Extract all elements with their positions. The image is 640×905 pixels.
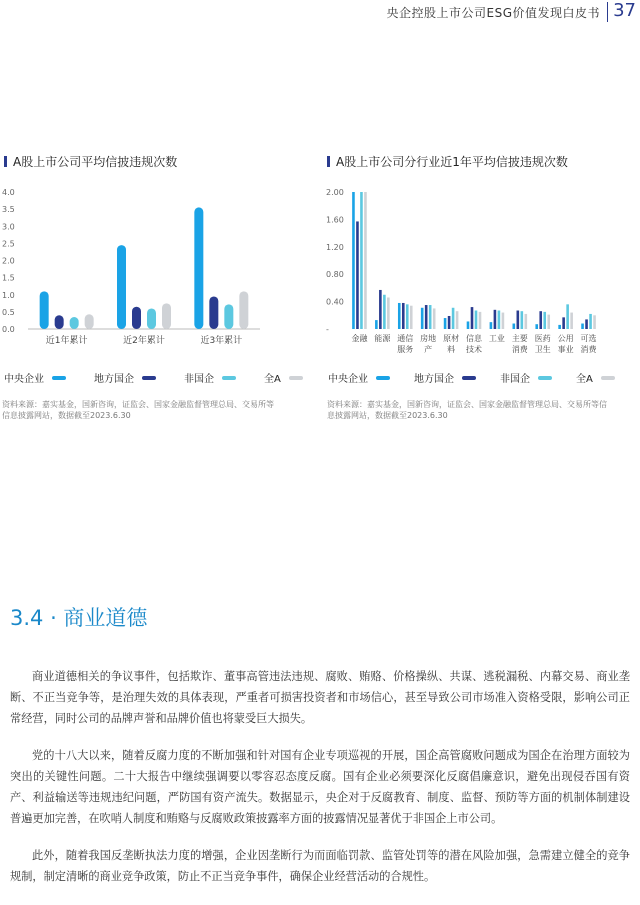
y-tick-label: 3.0 [2, 222, 15, 232]
bar [543, 312, 546, 329]
paragraph-1: 商业道德相关的争议事件，包括欺诈、董事高管违法违规、腐败、贿赂、价格操纵、共谋、逃税漏税、内幕交易、商业垄断、不正当竞争等，是治理失效的具体表现，严重者可损害投资者和市场信心，甚至导致公司市场准入资格受限，影响公司正常经营，同时公司的品牌声誉和品牌价值也将蒙受巨大损失。 [10, 670, 630, 725]
chart1-title-wrap [4, 153, 177, 170]
y-tick-label: - [326, 325, 329, 334]
y-tick-label: 3.5 [2, 205, 15, 215]
legend-label-all: 全A [264, 374, 281, 385]
y-tick-label: 0.5 [2, 307, 15, 317]
bar [558, 325, 561, 329]
bar [117, 245, 126, 329]
bar [513, 324, 516, 329]
legend-swatch-local [462, 376, 476, 380]
x-tick-label: 可选消费 [580, 334, 597, 354]
y-tick-label: 4.0 [2, 188, 15, 197]
x-tick-label: 医药卫生 [534, 334, 551, 354]
bar [402, 303, 405, 329]
chart1-legend [4, 370, 303, 385]
x-tick-label: 能源 [374, 334, 391, 343]
y-tick-label: 1.60 [326, 215, 344, 225]
legend-label-nonstate: 非国企 [500, 374, 530, 385]
bar [383, 295, 386, 329]
bar [421, 308, 424, 329]
bar [352, 192, 355, 329]
bar [585, 319, 588, 329]
x-tick-label: 公用事业 [557, 334, 574, 354]
bar [498, 311, 501, 329]
title-accent-mark [4, 156, 7, 167]
bar [209, 296, 218, 329]
header-divider [607, 2, 608, 22]
bar [433, 308, 436, 329]
chart2-title: A股上市公司分行业近1年平均信披违规次数 [336, 155, 568, 169]
legend-label-local: 地方国企 [414, 374, 454, 385]
legend-swatch-central [376, 376, 390, 380]
bar [379, 290, 382, 329]
bar [425, 305, 428, 329]
bar [360, 192, 363, 329]
legend-item-all [264, 370, 303, 385]
bar [479, 312, 482, 329]
legend-item-central [4, 370, 66, 385]
legend-swatch-all [289, 376, 303, 380]
bar [147, 308, 156, 329]
y-tick-label: 1.0 [2, 290, 15, 300]
bar [547, 315, 550, 329]
bar [589, 314, 592, 329]
legend-label-central: 中央企业 [328, 374, 368, 385]
bar [456, 311, 459, 329]
bar [593, 315, 596, 329]
y-tick-label: 0.80 [326, 270, 344, 280]
x-tick-label: 工业 [488, 334, 505, 343]
bar [475, 311, 478, 329]
paragraph-3: 此外，随着我国反垄断执法力度的增强，企业因垄断行为而面临罚款、监管处罚等的潜在风险加强，急需建立健全的竞争规制，制定清晰的商业竞争政策，防止不正当竞争事件，确保企业经营活动的合规性。 [10, 849, 630, 883]
paragraph-2: 党的十八大以来，随着反腐力度的不断加强和针对国有企业专项巡视的开展，国企高管腐败问题成为国企在治理方面较为突出的关键性问题。二十大报告中继续强调要以零容忍态度反腐。国有企业必须要深化反腐倡廉意识，避免出现侵吞国有资产、利益输送等违规违纪问题，严防国有资产流失。数据显示，央企对于反腐教育、制度、监督、预防等方面的机制体制建设普遍更加完善，在吹哨人制度和贿赂与反腐败政策披露率方面的披露情况显著优于非国企上市公司。 [10, 749, 630, 825]
chart2-source: 资料来源：嘉实基金，国新咨询，证监会、国家金融监督管理总局、交易所等信息披露网站，数据截至2023.6.30 [327, 400, 607, 420]
x-tick-label: 通信服务 [397, 334, 414, 354]
legend-label-local: 地方国企 [94, 374, 134, 385]
legend-label-nonstate: 非国企 [184, 374, 214, 385]
bar [40, 291, 49, 329]
y-tick-label: 0.40 [326, 297, 344, 307]
bar [494, 310, 497, 329]
y-tick-label: 0.0 [2, 325, 15, 334]
chart2-legend [328, 370, 615, 385]
x-tick-label: 近1年累计 [45, 336, 88, 346]
bar [224, 304, 233, 329]
section-title: 3.4 · 商业道德 [10, 606, 148, 630]
page-header [0, 0, 640, 30]
bar [162, 303, 171, 329]
bar [467, 321, 470, 329]
bar [581, 324, 584, 329]
legend-swatch-nonstate [222, 376, 236, 380]
bar [429, 305, 432, 329]
chart2-plot [320, 180, 620, 360]
legend-item-nonstate [184, 370, 236, 385]
bar [364, 192, 367, 329]
bar [517, 311, 520, 329]
page-number: 37 [613, 0, 636, 21]
legend-item-local [414, 370, 476, 385]
bar [535, 324, 538, 329]
bar [406, 304, 409, 329]
legend-item-central [328, 370, 390, 385]
x-tick-label: 主要消费 [511, 334, 528, 354]
chart2-title-wrap [327, 153, 568, 170]
header-title: 央企控股上市公司ESG价值发现白皮书 [386, 6, 600, 20]
legend-label-central: 中央企业 [4, 374, 44, 385]
bar [490, 322, 493, 329]
bar [452, 308, 455, 329]
bar [85, 314, 94, 329]
bar [356, 221, 359, 329]
bar [132, 307, 141, 329]
legend-swatch-all [601, 376, 615, 380]
bar [448, 316, 451, 329]
bar [471, 307, 474, 329]
bar [566, 304, 569, 329]
bar [539, 311, 542, 329]
legend-item-nonstate [500, 370, 552, 385]
bar [410, 306, 413, 329]
y-tick-label: 2.0 [2, 256, 15, 266]
bar [375, 320, 378, 329]
y-tick-label: 1.20 [326, 242, 344, 252]
x-tick-label: 原材料 [443, 334, 460, 354]
bar [194, 207, 203, 329]
bar [398, 303, 401, 329]
legend-item-all [576, 370, 615, 385]
legend-item-local [94, 370, 156, 385]
x-tick-label: 近3年累计 [200, 336, 243, 346]
bar [521, 311, 524, 329]
bar [70, 317, 79, 329]
chart1-source: 资料来源：嘉实基金，国新咨询，证监会、国家金融监督管理总局、交易所等信息披露网站，数据截至2023.6.30 [2, 400, 274, 420]
legend-label-all: 全A [576, 374, 593, 385]
bar [444, 318, 447, 329]
chart1-title: A股上市公司平均信披违规次数 [13, 155, 178, 169]
y-tick-label: 2.5 [2, 239, 15, 249]
legend-swatch-nonstate [538, 376, 552, 380]
x-tick-label: 金融 [351, 334, 368, 343]
bar [502, 313, 505, 329]
y-tick-label: 1.5 [2, 273, 15, 283]
legend-swatch-local [142, 376, 156, 380]
x-tick-label: 房地产 [420, 334, 437, 354]
chart1-plot [0, 180, 300, 350]
x-tick-label: 信息技术 [466, 334, 482, 354]
y-tick-label: 2.00 [326, 188, 344, 197]
legend-swatch-central [52, 376, 66, 380]
bar [525, 314, 528, 329]
bar [55, 315, 64, 329]
bar [239, 291, 248, 329]
bar [570, 313, 573, 329]
title-accent-mark [327, 156, 330, 167]
bar [562, 317, 565, 329]
bar [387, 297, 390, 329]
x-tick-label: 近2年累计 [123, 336, 165, 346]
